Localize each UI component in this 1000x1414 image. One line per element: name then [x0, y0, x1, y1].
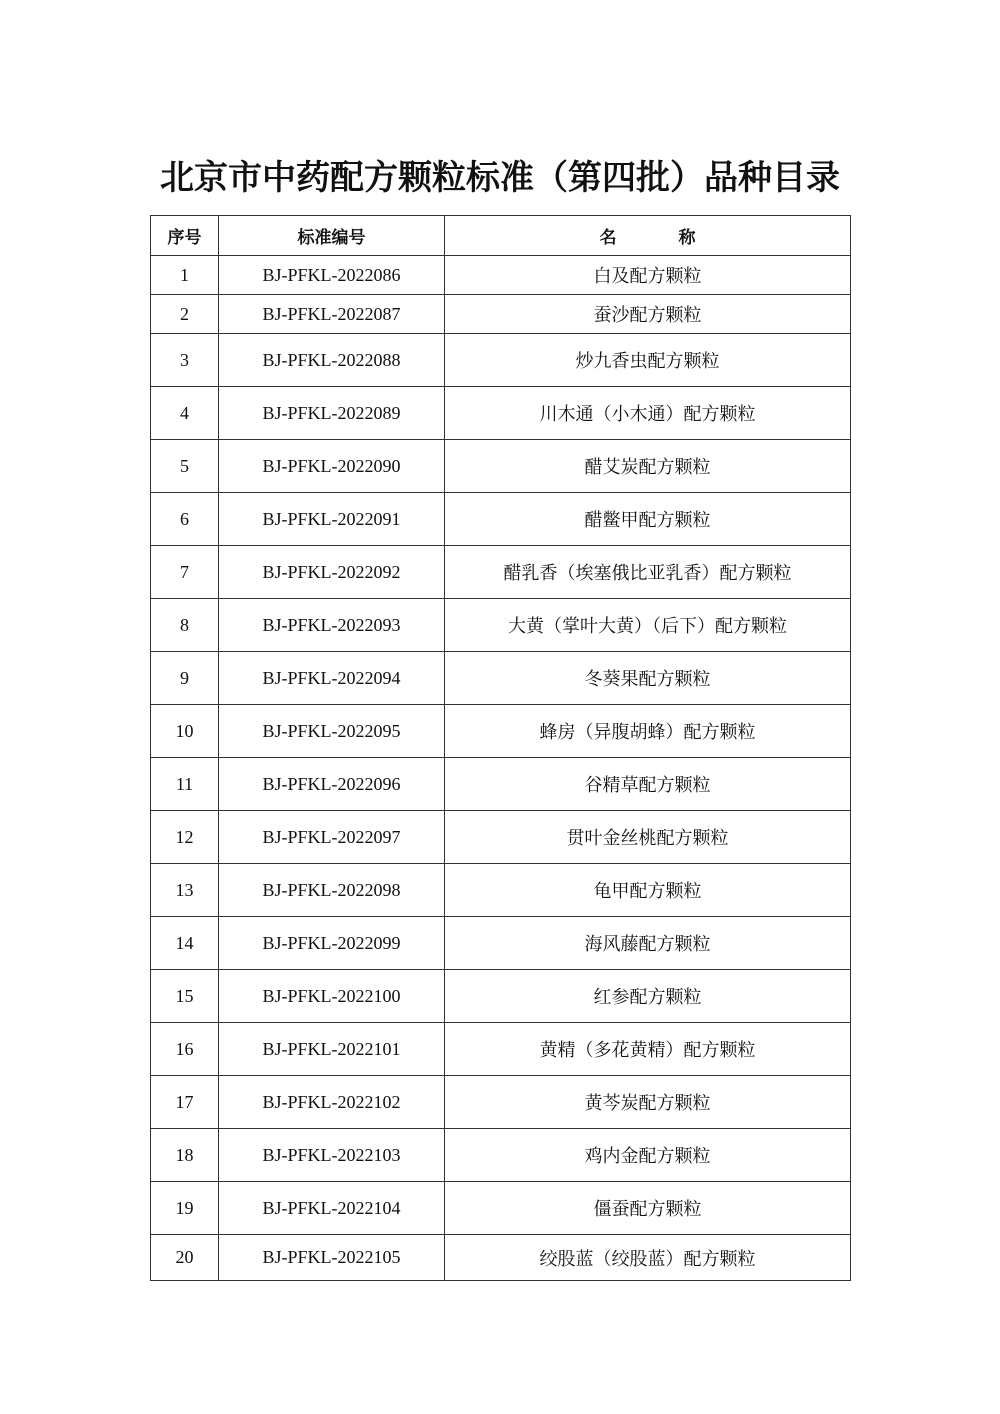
row-name: 黄精（多花黄精）配方颗粒	[445, 1023, 851, 1076]
header-name	[445, 216, 851, 256]
row-index: 17	[151, 1076, 219, 1129]
row-code: BJ-PFKL-2022103	[219, 1129, 445, 1182]
table-row	[151, 705, 851, 758]
row-index: 11	[151, 758, 219, 811]
row-code: BJ-PFKL-2022102	[219, 1076, 445, 1129]
row-index: 14	[151, 917, 219, 970]
row-name: 红参配方颗粒	[445, 970, 851, 1023]
row-code: BJ-PFKL-2022093	[219, 599, 445, 652]
table-row	[151, 970, 851, 1023]
row-index: 15	[151, 970, 219, 1023]
header-name-label: 名 称	[599, 228, 724, 248]
table-row	[151, 864, 851, 917]
row-name: 海风藤配方颗粒	[445, 917, 851, 970]
header-index: 序号	[151, 216, 219, 256]
row-name: 冬葵果配方颗粒	[445, 652, 851, 705]
row-code: BJ-PFKL-2022087	[219, 295, 445, 334]
row-code: BJ-PFKL-2022092	[219, 546, 445, 599]
variety-catalog-table	[150, 215, 851, 1281]
row-index: 7	[151, 546, 219, 599]
row-code: BJ-PFKL-2022098	[219, 864, 445, 917]
row-index: 3	[151, 334, 219, 387]
table-row	[151, 334, 851, 387]
row-index: 8	[151, 599, 219, 652]
row-name: 鸡内金配方颗粒	[445, 1129, 851, 1182]
table-row	[151, 1076, 851, 1129]
table-header-row	[151, 216, 851, 256]
row-code: BJ-PFKL-2022104	[219, 1182, 445, 1235]
row-name: 绞股蓝（绞股蓝）配方颗粒	[445, 1235, 851, 1281]
table-row	[151, 256, 851, 295]
table-row	[151, 546, 851, 599]
row-name: 龟甲配方颗粒	[445, 864, 851, 917]
row-name: 醋鳖甲配方颗粒	[445, 493, 851, 546]
row-index: 12	[151, 811, 219, 864]
row-name: 醋乳香（埃塞俄比亚乳香）配方颗粒	[445, 546, 851, 599]
row-code: BJ-PFKL-2022096	[219, 758, 445, 811]
row-index: 19	[151, 1182, 219, 1235]
row-name: 炒九香虫配方颗粒	[445, 334, 851, 387]
row-index: 2	[151, 295, 219, 334]
table-row	[151, 1129, 851, 1182]
table-row	[151, 440, 851, 493]
table-row	[151, 758, 851, 811]
row-name: 僵蚕配方颗粒	[445, 1182, 851, 1235]
row-index: 16	[151, 1023, 219, 1076]
row-code: BJ-PFKL-2022089	[219, 387, 445, 440]
row-index: 10	[151, 705, 219, 758]
row-index: 9	[151, 652, 219, 705]
row-name: 白及配方颗粒	[445, 256, 851, 295]
table-row	[151, 811, 851, 864]
table-row	[151, 387, 851, 440]
row-name: 醋艾炭配方颗粒	[445, 440, 851, 493]
row-code: BJ-PFKL-2022094	[219, 652, 445, 705]
table-row	[151, 1023, 851, 1076]
row-code: BJ-PFKL-2022105	[219, 1235, 445, 1281]
row-name: 大黄（掌叶大黄）（后下）配方颗粒	[445, 599, 851, 652]
row-name: 黄芩炭配方颗粒	[445, 1076, 851, 1129]
table-row	[151, 1235, 851, 1281]
table-row	[151, 652, 851, 705]
table-row	[151, 599, 851, 652]
row-code: BJ-PFKL-2022099	[219, 917, 445, 970]
row-index: 20	[151, 1235, 219, 1281]
row-code: BJ-PFKL-2022090	[219, 440, 445, 493]
row-name: 谷精草配方颗粒	[445, 758, 851, 811]
row-index: 5	[151, 440, 219, 493]
row-index: 4	[151, 387, 219, 440]
row-code: BJ-PFKL-2022088	[219, 334, 445, 387]
row-code: BJ-PFKL-2022086	[219, 256, 445, 295]
row-name: 贯叶金丝桃配方颗粒	[445, 811, 851, 864]
row-code: BJ-PFKL-2022091	[219, 493, 445, 546]
document-title: 北京市中药配方颗粒标准（第四批）品种目录	[160, 158, 840, 198]
table-row	[151, 493, 851, 546]
row-code: BJ-PFKL-2022100	[219, 970, 445, 1023]
table-row	[151, 1182, 851, 1235]
table-row	[151, 295, 851, 334]
row-index: 6	[151, 493, 219, 546]
row-code: BJ-PFKL-2022095	[219, 705, 445, 758]
row-name: 川木通（小木通）配方颗粒	[445, 387, 851, 440]
row-name: 蜂房（异腹胡蜂）配方颗粒	[445, 705, 851, 758]
table-row	[151, 917, 851, 970]
row-name: 蚕沙配方颗粒	[445, 295, 851, 334]
row-index: 13	[151, 864, 219, 917]
row-index: 18	[151, 1129, 219, 1182]
header-code: 标准编号	[219, 216, 445, 256]
row-code: BJ-PFKL-2022097	[219, 811, 445, 864]
row-index: 1	[151, 256, 219, 295]
row-code: BJ-PFKL-2022101	[219, 1023, 445, 1076]
